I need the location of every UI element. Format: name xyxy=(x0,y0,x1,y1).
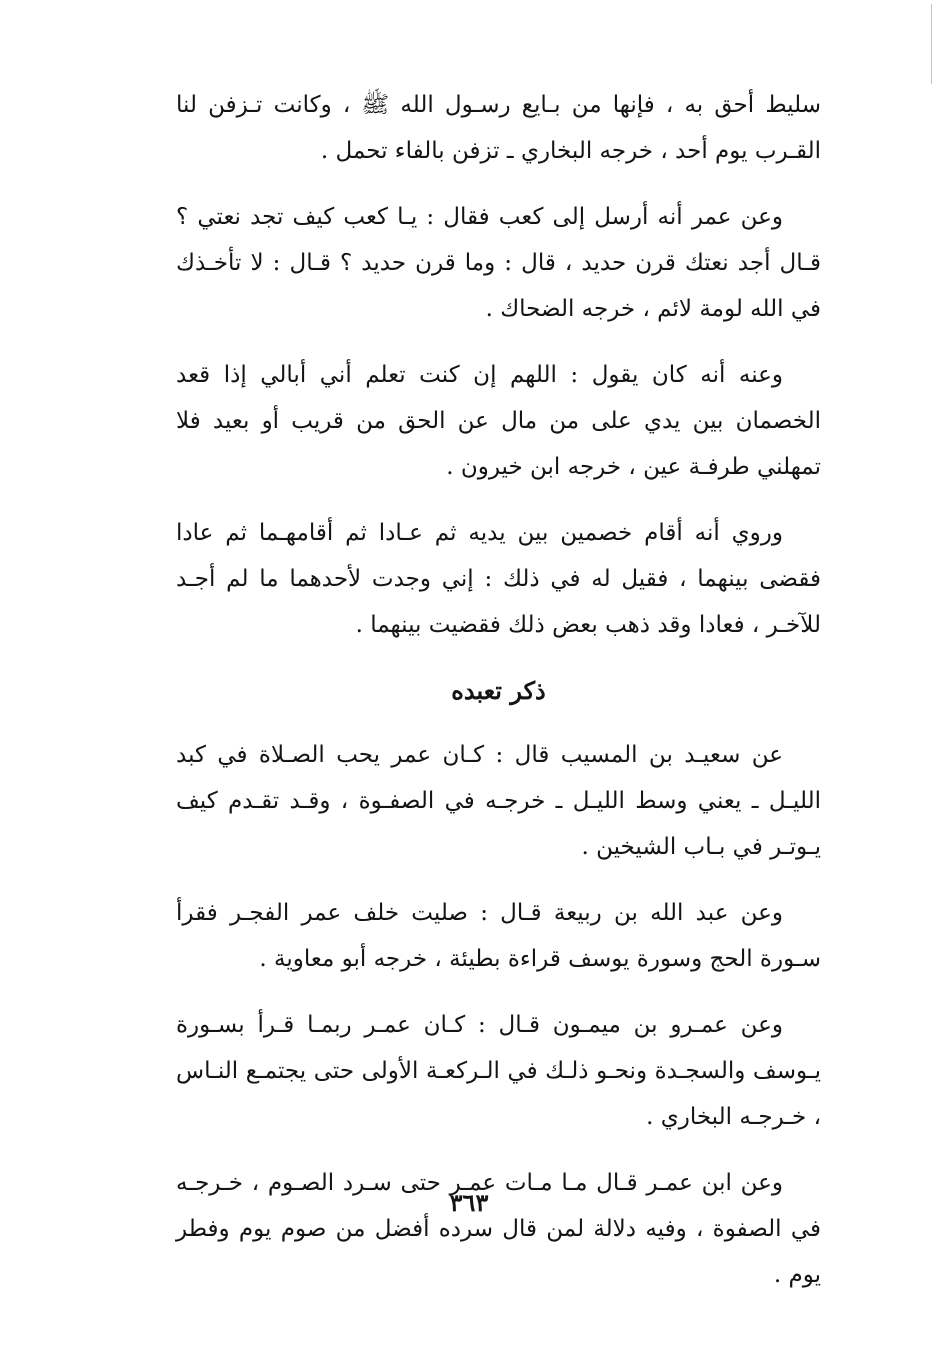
page-number: ٣٦٣ xyxy=(449,1188,489,1217)
paragraph-amr-ibn-maymun: وعن عمـرو بن ميمـون قـال : كـان عمـر ربمـا قـرأ بسـورة يـوسف والسجـدة ونحـو ذلـك في الـركعـة الأولى حتى يجتمـع النـاس ، خـرجـه البخاري . xyxy=(176,1012,821,1130)
paragraph-judgment: وروي أنه أقام خصمين بين يديه ثم عـادا ثم أقامهـما ثم عادا فقضى بينهما ، فقيل له في ذلك : إني وجدت لأحدهما ما لم أجـد للآخـر ، فعادا وقد ذهب بعض ذلك فقضيت بينهما . xyxy=(176,520,821,638)
page-body xyxy=(176,82,821,1318)
paragraph-continuation: سليط أحق به ، فإنها من بـايع رسـول الله ﷺ ، وكانت تـزفن لنا القـرب يوم أحد ، خرجه البخاري ـ تزفن بالفاء تحمل . xyxy=(176,92,821,164)
section-heading: ذكر تعبده xyxy=(451,676,546,705)
paragraph-abdullah-ibn-rabia: وعن عبد الله بن ربيعة قـال : صليت خلف عمر الفجـر فقرأ سـورة الحج وسورة يوسف قراءة بطيئة ، خرجه أبو معاوية . xyxy=(176,900,821,972)
paragraph-said-ibn-musayyib: عن سعيـد بن المسيب قال : كـان عمر يحب الصـلاة في كبد الليـل ـ يعني وسط الليـل ـ خرجـه في الصفـوة ، وقـد تقـدم كيف يـوتـر في بـاب الشيخين . xyxy=(176,742,821,860)
scan-edge-mark xyxy=(921,4,932,84)
paragraph-kaab: وعن عمر أنه أرسل إلى كعب فقال : يـا كعب كيف تجد نعتي ؟ قـال أجد نعتك قرن حديد ، قال : وما قرن حديد ؟ قـال : لا تأخـذك في الله لومة لائم ، خرجه الضحاك . xyxy=(176,204,821,322)
paragraph-khasman: وعنه أنه كان يقول : اللهم إن كنت تعلم أني أبالي إذا قعد الخصمان بين يدي على من مال عن الحق من قريب أو بعيد فلا تمهلني طرفـة عين ، خرجه ابن خيرون . xyxy=(176,362,821,480)
paragraph-ibn-umar: وعن ابن عمـر قـال مـا مـات عمـر حتى سـرد الصـوم ، خـرجـه في الصفوة ، وفيه دلالة لمن قال سرده أفضل من صوم يوم وفطر يوم . xyxy=(176,1170,821,1288)
